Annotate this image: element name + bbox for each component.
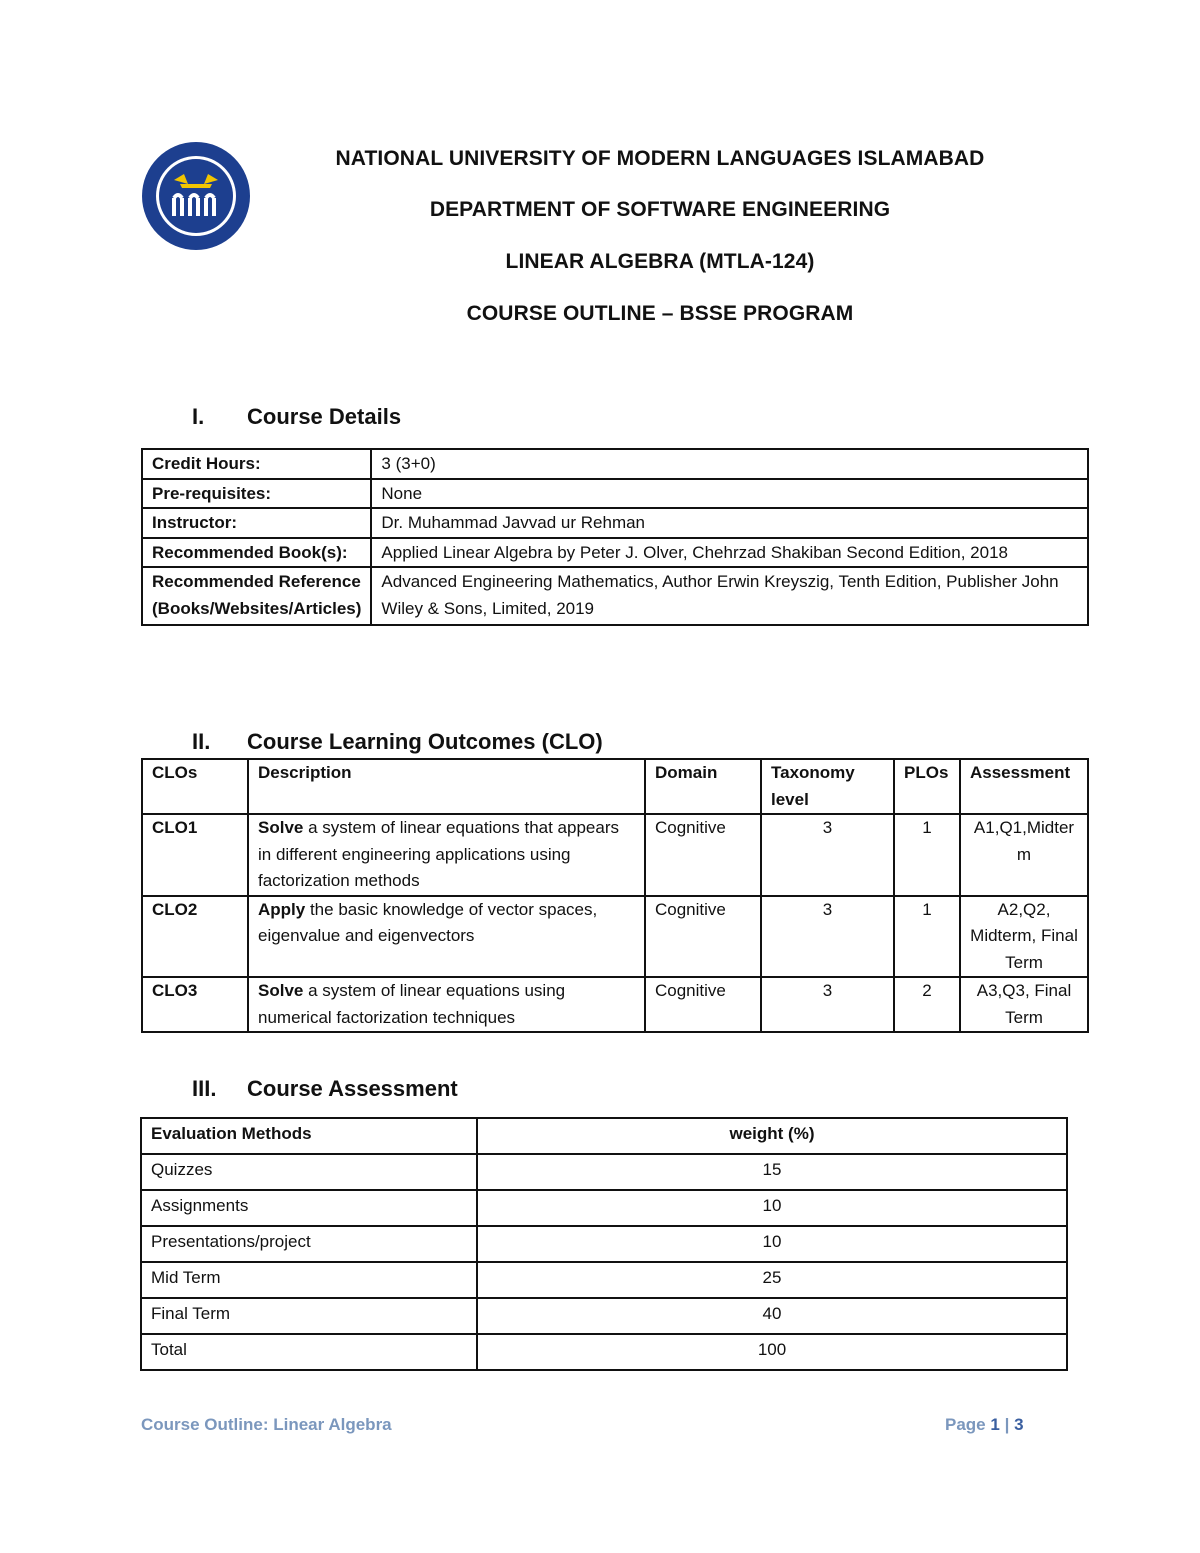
assessment-method: Quizzes	[141, 1154, 477, 1190]
detail-value: 3 (3+0)	[371, 449, 1088, 479]
assessment-method: Presentations/project	[141, 1226, 477, 1262]
table-row	[141, 1298, 1067, 1334]
table-header-row	[142, 759, 1088, 814]
clo-header: Taxonomy level	[761, 759, 894, 814]
table-row	[142, 977, 1088, 1032]
assessment-header-weight: weight (%)	[477, 1118, 1067, 1154]
section-title: Course Details	[247, 404, 402, 429]
page-separator: |	[1004, 1415, 1010, 1434]
clo-assessment: A2,Q2, Midterm, Final Term	[960, 896, 1088, 978]
assessment-weight: 10	[477, 1226, 1067, 1262]
clo-header: Description	[248, 759, 645, 814]
clo-verb: Solve	[258, 818, 304, 837]
clo-header: PLOs	[894, 759, 960, 814]
detail-label: Pre-requisites:	[142, 479, 371, 509]
table-row	[141, 1334, 1067, 1370]
table-row	[142, 567, 1088, 625]
clo-assessment: A3,Q3, Final Term	[960, 977, 1088, 1032]
footer-page-number	[945, 1415, 1024, 1435]
assessment-table	[140, 1117, 1068, 1371]
section-number: II.	[192, 729, 211, 754]
detail-label: Instructor:	[142, 508, 371, 538]
clo-verb: Apply	[258, 899, 306, 919]
page-label: Page	[945, 1415, 986, 1434]
clo-plo: 1	[894, 896, 960, 978]
clo-domain: Cognitive	[645, 814, 761, 896]
university-title: NATIONAL UNIVERSITY OF MODERN LANGUAGES ISLAMABAD	[335, 147, 985, 170]
section-assessment	[192, 1076, 458, 1102]
assessment-weight: 10	[477, 1190, 1067, 1226]
assessment-weight: 100	[477, 1334, 1067, 1370]
department-title: DEPARTMENT OF SOFTWARE ENGINEERING	[429, 198, 891, 221]
clo-description-text: a system of linear equations that appears in different engineering applications using factorization methods	[258, 818, 619, 890]
table-row	[142, 896, 1088, 978]
clo-description	[248, 814, 645, 896]
detail-label: Recommended Book(s):	[142, 538, 371, 568]
table-row	[142, 449, 1088, 479]
clo-domain: Cognitive	[645, 977, 761, 1032]
clo-description-text: a system of linear equations using numerical factorization techniques	[258, 981, 566, 1027]
clo-verb: Solve	[258, 981, 304, 1000]
detail-value: Applied Linear Algebra by Peter J. Olver, Chehrzad Shakiban Second Edition, 2018	[371, 538, 1088, 568]
course-details-table	[141, 448, 1089, 626]
clo-header: Domain	[645, 759, 761, 814]
clo-table	[141, 758, 1089, 1033]
table-row	[141, 1190, 1067, 1226]
clo-id: CLO2	[142, 896, 248, 978]
clo-plo: 1	[894, 814, 960, 896]
table-row	[142, 479, 1088, 509]
clo-taxonomy: 3	[761, 977, 894, 1032]
clo-plo: 2	[894, 977, 960, 1032]
clo-description	[248, 977, 645, 1032]
assessment-method: Final Term	[141, 1298, 477, 1334]
assessment-weight: 15	[477, 1154, 1067, 1190]
section-clo	[192, 729, 603, 755]
assessment-method: Mid Term	[141, 1262, 477, 1298]
detail-label: Credit Hours:	[142, 449, 371, 479]
footer-course-name: Course Outline: Linear Algebra	[141, 1415, 392, 1434]
table-row	[141, 1226, 1067, 1262]
course-title: LINEAR ALGEBRA (MTLA-124)	[505, 250, 815, 273]
assessment-weight: 40	[477, 1298, 1067, 1334]
total-pages: 3	[1014, 1415, 1024, 1434]
table-row	[141, 1154, 1067, 1190]
section-course-details	[192, 404, 401, 430]
assessment-header-method: Evaluation Methods	[141, 1118, 477, 1154]
clo-id: CLO1	[142, 814, 248, 896]
assessment-weight: 25	[477, 1262, 1067, 1298]
detail-label: Recommended Reference (Books/Websites/Articles)	[142, 567, 371, 625]
section-number: III.	[192, 1076, 217, 1101]
table-row	[142, 814, 1088, 896]
detail-value: Advanced Engineering Mathematics, Author Erwin Kreyszig, Tenth Edition, Publisher John Wiley & Sons, Limited, 2019	[371, 567, 1088, 625]
detail-value: Dr. Muhammad Javvad ur Rehman	[371, 508, 1088, 538]
clo-header: Assessment	[960, 759, 1088, 814]
clo-header: CLOs	[142, 759, 248, 814]
section-title: Course Assessment	[247, 1076, 458, 1101]
detail-value: None	[371, 479, 1088, 509]
table-header-row	[141, 1118, 1067, 1154]
clo-description-text: the basic knowledge of vector spaces, eigenvalue and eigenvectors	[258, 899, 598, 945]
section-number: I.	[192, 404, 205, 429]
current-page: 1	[990, 1415, 1000, 1434]
table-row	[141, 1262, 1067, 1298]
table-row	[142, 508, 1088, 538]
clo-taxonomy: 3	[761, 814, 894, 896]
assessment-method: Assignments	[141, 1190, 477, 1226]
assessment-method: Total	[141, 1334, 477, 1370]
clo-id: CLO3	[142, 977, 248, 1032]
clo-description	[248, 896, 645, 978]
clo-domain: Cognitive	[645, 896, 761, 978]
table-row	[142, 538, 1088, 568]
outline-title: COURSE OUTLINE – BSSE PROGRAM	[466, 302, 854, 325]
clo-assessment: A1,Q1,Midterm	[960, 814, 1088, 896]
clo-taxonomy: 3	[761, 896, 894, 978]
section-title: Course Learning Outcomes (CLO)	[247, 729, 603, 754]
